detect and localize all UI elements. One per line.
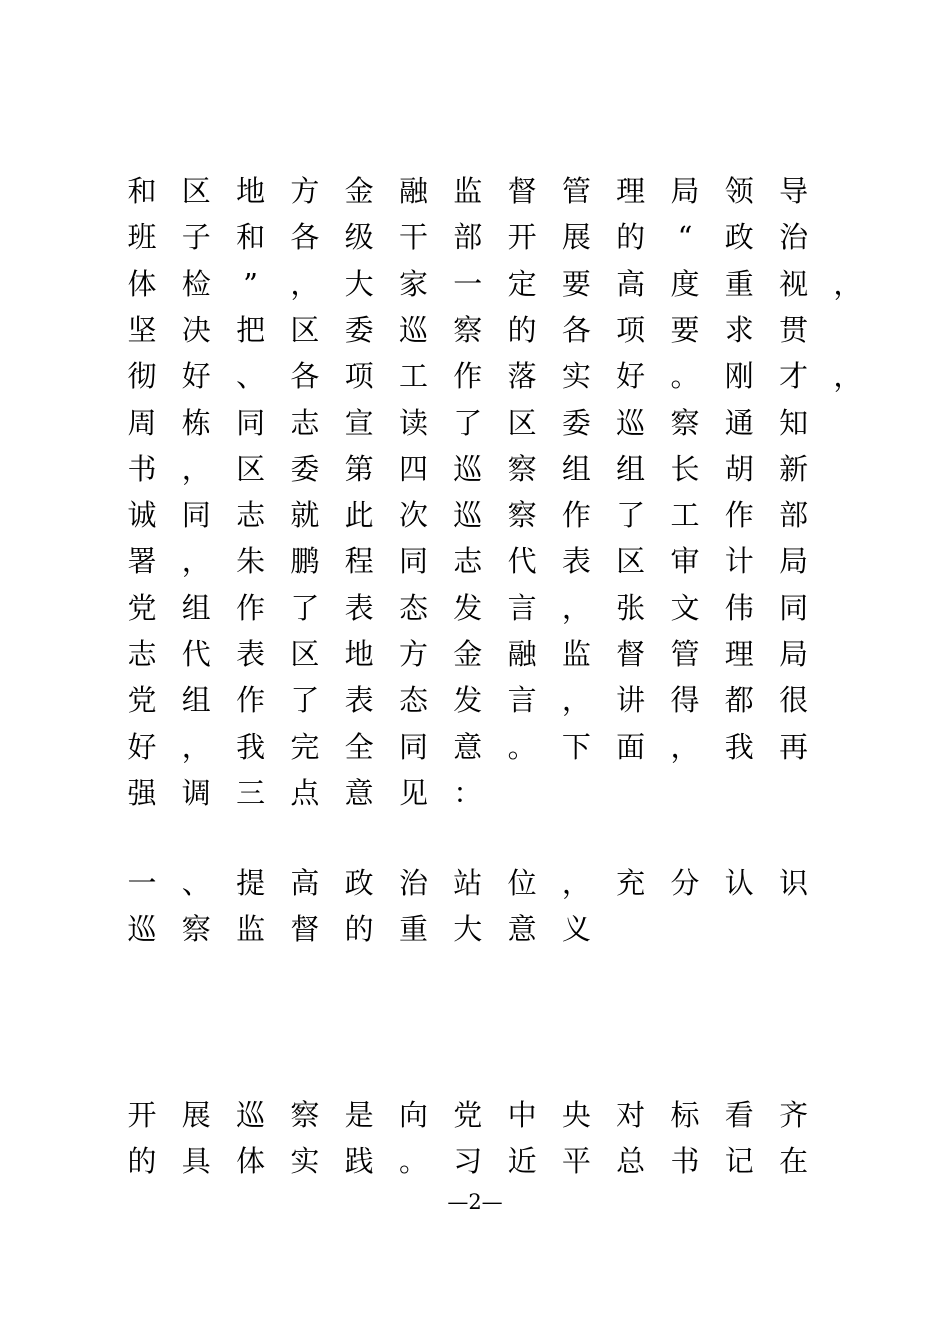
text-char: 志 xyxy=(236,498,266,533)
text-char: 次 xyxy=(398,498,428,533)
text-line xyxy=(124,588,869,628)
text-char: ， xyxy=(181,544,211,579)
text-char: 标 xyxy=(670,1098,700,1132)
text-char: 在 xyxy=(779,1144,809,1179)
text-char: 、 xyxy=(181,866,211,900)
text-char: 级 xyxy=(344,220,374,255)
text-char: 站 xyxy=(453,866,483,900)
text-char: 把 xyxy=(236,312,266,347)
text-char: 。 xyxy=(398,1144,428,1179)
text-char: 了 xyxy=(616,498,646,533)
text-char: 察 xyxy=(181,912,211,947)
text-char: 作 xyxy=(236,683,266,718)
text-char: 部 xyxy=(779,498,809,533)
text-char: 强 xyxy=(127,775,157,810)
text-char: 党 xyxy=(127,590,157,625)
text-char: 方 xyxy=(290,174,320,208)
text-char: 作 xyxy=(236,590,266,625)
text-char: 三 xyxy=(236,775,266,810)
text-char: 全 xyxy=(344,729,374,764)
text-char: 治 xyxy=(779,220,809,255)
text-char: 同 xyxy=(398,544,428,579)
page-number: —2— xyxy=(447,1190,503,1214)
text-char: 金 xyxy=(344,174,374,208)
text-char: 组 xyxy=(181,590,211,625)
text-char: ， xyxy=(181,451,211,486)
text-line xyxy=(124,1095,869,1135)
text-char: 组 xyxy=(616,451,646,486)
text-char: 点 xyxy=(290,775,320,810)
text-char: 志 xyxy=(127,637,157,671)
text-char: 充 xyxy=(616,866,646,900)
text-char: 习 xyxy=(453,1144,483,1179)
text-char: 总 xyxy=(616,1144,646,1179)
text-char: 委 xyxy=(290,451,320,486)
text-char: 作 xyxy=(453,359,483,394)
text-char: 再 xyxy=(779,729,809,764)
text-char: 意 xyxy=(344,775,374,810)
text-char: ， xyxy=(670,729,700,764)
text-char: 此 xyxy=(344,498,374,533)
text-char: 巡 xyxy=(236,1098,266,1132)
text-char: 体 xyxy=(127,266,157,301)
text-line xyxy=(124,909,869,949)
text-char: 读 xyxy=(398,405,428,440)
text-char: 认 xyxy=(724,866,754,900)
text-char: 的 xyxy=(127,1144,157,1179)
text-char: 局 xyxy=(779,544,809,579)
text-char: 领 xyxy=(724,174,754,208)
text-char: 体 xyxy=(236,1144,266,1179)
text-char: 向 xyxy=(398,1098,428,1132)
text-char: 践 xyxy=(344,1144,374,1179)
text-char: 理 xyxy=(616,174,646,208)
text-char: 四 xyxy=(398,451,428,486)
text-line xyxy=(124,264,869,304)
text-char: 实 xyxy=(561,359,591,394)
text-char: 班 xyxy=(127,220,157,255)
text-char: 、 xyxy=(236,359,266,394)
text-char: 都 xyxy=(724,683,754,718)
text-char: 张 xyxy=(616,590,646,625)
text-char: 管 xyxy=(561,174,591,208)
text-char: ” xyxy=(243,266,258,301)
text-char: 党 xyxy=(453,1098,483,1132)
text-char: ： xyxy=(453,775,483,810)
text-char: 政 xyxy=(344,866,374,900)
text-char: 通 xyxy=(724,405,754,440)
text-char: 求 xyxy=(724,312,754,347)
text-char: 计 xyxy=(724,544,754,579)
text-char: 地 xyxy=(236,174,266,208)
text-char: 对 xyxy=(616,1098,646,1132)
text-char: 完 xyxy=(290,729,320,764)
text-char: 言 xyxy=(507,683,537,718)
text-char: 监 xyxy=(561,637,591,671)
text-char: 地 xyxy=(344,637,374,671)
text-char: 一 xyxy=(453,266,483,301)
text-char: 就 xyxy=(290,498,320,533)
text-char: 代 xyxy=(181,637,211,671)
text-char: 视 xyxy=(779,266,809,301)
text-char: 态 xyxy=(398,683,428,718)
text-char: 识 xyxy=(779,866,809,900)
text-char: 分 xyxy=(670,866,700,900)
text-char: 同 xyxy=(236,405,266,440)
text-char: 新 xyxy=(779,451,809,486)
text-char: 意 xyxy=(507,912,537,947)
text-char: 位 xyxy=(507,866,537,900)
text-char: 审 xyxy=(670,544,700,579)
text-char: 了 xyxy=(290,590,320,625)
text-char: 表 xyxy=(344,683,374,718)
text-char: 作 xyxy=(724,498,754,533)
text-char: 开 xyxy=(127,1098,157,1132)
text-char: 得 xyxy=(670,683,700,718)
text-char: 导 xyxy=(779,174,809,208)
text-char: 义 xyxy=(561,912,591,947)
text-char: 我 xyxy=(236,729,266,764)
text-char: 态 xyxy=(398,590,428,625)
text-line xyxy=(124,634,869,674)
text-char: 程 xyxy=(344,544,374,579)
text-char: 好 xyxy=(127,729,157,764)
text-char: 金 xyxy=(453,637,483,671)
text-char: “ xyxy=(677,220,693,255)
text-char: 部 xyxy=(453,220,483,255)
text-char: 工 xyxy=(670,498,700,533)
text-line xyxy=(124,727,869,767)
text-char: 齐 xyxy=(779,1098,809,1132)
text-char: 局 xyxy=(779,637,809,671)
text-char: 言 xyxy=(507,590,537,625)
text-char: 项 xyxy=(344,359,374,394)
text-char: 管 xyxy=(670,637,700,671)
text-char: 书 xyxy=(670,1144,700,1179)
text-line xyxy=(124,310,869,350)
text-char: 委 xyxy=(561,405,591,440)
text-char: 下 xyxy=(561,729,591,764)
text-char: ， xyxy=(561,683,591,718)
text-char: 项 xyxy=(616,312,646,347)
text-char: 融 xyxy=(507,637,537,671)
text-char: 察 xyxy=(507,451,537,486)
text-char: 定 xyxy=(507,266,537,301)
text-char: 具 xyxy=(181,1144,211,1179)
text-char: 的 xyxy=(616,220,646,255)
text-char: 开 xyxy=(507,220,537,255)
text-char: ， xyxy=(833,359,863,394)
text-char: 我 xyxy=(724,729,754,764)
text-char: 区 xyxy=(236,451,266,486)
text-char: 记 xyxy=(724,1144,754,1179)
text-char: 察 xyxy=(290,1098,320,1132)
text-line xyxy=(124,356,869,396)
text-char: 很 xyxy=(779,683,809,718)
text-char: 各 xyxy=(290,359,320,394)
text-char: 同 xyxy=(779,590,809,625)
text-char: 巡 xyxy=(616,405,646,440)
text-char: 区 xyxy=(616,544,646,579)
text-char: 要 xyxy=(670,312,700,347)
text-line xyxy=(124,1141,869,1181)
text-char: 伟 xyxy=(724,590,754,625)
text-char: 代 xyxy=(507,544,537,579)
text-char: 融 xyxy=(398,174,428,208)
text-char: 要 xyxy=(561,266,591,301)
text-char: 家 xyxy=(398,266,428,301)
text-char: 是 xyxy=(344,1098,374,1132)
text-char: 刚 xyxy=(724,359,754,394)
text-line xyxy=(124,171,869,211)
text-char: ， xyxy=(181,729,211,764)
text-char: 志 xyxy=(453,544,483,579)
text-char: 监 xyxy=(236,912,266,947)
text-char: 了 xyxy=(453,405,483,440)
text-char: 表 xyxy=(344,590,374,625)
text-char: 决 xyxy=(181,312,211,347)
text-char: 同 xyxy=(398,729,428,764)
text-char: 区 xyxy=(290,637,320,671)
text-char: 中 xyxy=(507,1098,537,1132)
text-char: 诚 xyxy=(127,498,157,533)
text-char: 党 xyxy=(127,683,157,718)
text-char: 面 xyxy=(616,729,646,764)
text-char: 政 xyxy=(724,220,754,255)
text-char: ， xyxy=(833,266,863,301)
text-char: 的 xyxy=(344,912,374,947)
text-char: 意 xyxy=(453,729,483,764)
text-char: 和 xyxy=(127,174,157,208)
text-char: 组 xyxy=(181,683,211,718)
text-char: 重 xyxy=(724,266,754,301)
text-char: 胡 xyxy=(724,451,754,486)
text-char: 了 xyxy=(290,683,320,718)
text-char: 高 xyxy=(616,266,646,301)
text-char: 提 xyxy=(236,866,266,900)
text-char: 重 xyxy=(398,912,428,947)
text-char: 近 xyxy=(507,1144,537,1179)
text-char: 各 xyxy=(290,220,320,255)
text-char: 彻 xyxy=(127,359,157,394)
text-char: 长 xyxy=(670,451,700,486)
text-char: 度 xyxy=(670,266,700,301)
text-char: 栋 xyxy=(181,405,211,440)
text-line xyxy=(124,449,869,489)
text-char: 的 xyxy=(507,312,537,347)
text-char: 展 xyxy=(561,220,591,255)
text-char: 子 xyxy=(181,220,211,255)
text-char: 巡 xyxy=(127,912,157,947)
text-char: 宣 xyxy=(344,405,374,440)
text-char: 督 xyxy=(616,637,646,671)
text-char: 文 xyxy=(670,590,700,625)
text-char: 理 xyxy=(724,637,754,671)
text-char: 监 xyxy=(453,174,483,208)
text-line xyxy=(124,863,869,903)
text-char: 表 xyxy=(561,544,591,579)
text-char: 高 xyxy=(290,866,320,900)
text-char: 一 xyxy=(127,866,157,900)
text-char: 和 xyxy=(236,220,266,255)
text-char: 检 xyxy=(181,266,211,301)
text-char: 巡 xyxy=(398,312,428,347)
text-char: 好 xyxy=(616,359,646,394)
text-char: 。 xyxy=(507,729,537,764)
text-char: 督 xyxy=(507,174,537,208)
text-char: 区 xyxy=(290,312,320,347)
text-char: 发 xyxy=(453,683,483,718)
text-char: ， xyxy=(561,590,591,625)
text-char: 组 xyxy=(561,451,591,486)
text-char: 朱 xyxy=(236,544,266,579)
text-char: 各 xyxy=(561,312,591,347)
text-char: 。 xyxy=(670,359,700,394)
text-char: 区 xyxy=(507,405,537,440)
text-char: 央 xyxy=(561,1098,591,1132)
text-char: 平 xyxy=(561,1144,591,1179)
text-char: 知 xyxy=(779,405,809,440)
text-char: 干 xyxy=(398,220,428,255)
text-char: 巡 xyxy=(453,451,483,486)
text-char: 委 xyxy=(344,312,374,347)
text-char: 察 xyxy=(507,498,537,533)
text-char: 大 xyxy=(453,912,483,947)
text-char: 书 xyxy=(127,451,157,486)
text-char: 工 xyxy=(398,359,428,394)
text-char: 同 xyxy=(181,498,211,533)
text-char: 第 xyxy=(344,451,374,486)
text-char: 察 xyxy=(453,312,483,347)
text-char: 才 xyxy=(779,359,809,394)
text-char: ， xyxy=(290,266,320,301)
text-line xyxy=(124,680,869,720)
text-char: 方 xyxy=(398,637,428,671)
text-char: 贯 xyxy=(779,312,809,347)
text-char: 坚 xyxy=(127,312,157,347)
text-char: 讲 xyxy=(616,683,646,718)
text-char: 周 xyxy=(127,405,157,440)
text-char: 作 xyxy=(561,498,591,533)
text-char: 巡 xyxy=(453,498,483,533)
text-char: 察 xyxy=(670,405,700,440)
text-char: 督 xyxy=(290,912,320,947)
text-char: 局 xyxy=(670,174,700,208)
text-char: 落 xyxy=(507,359,537,394)
text-line xyxy=(124,217,869,257)
text-line xyxy=(124,495,869,535)
text-char: 好 xyxy=(181,359,211,394)
text-char: 治 xyxy=(398,866,428,900)
text-line xyxy=(124,403,869,443)
text-char: 看 xyxy=(724,1098,754,1132)
text-char: 鹏 xyxy=(290,544,320,579)
text-line xyxy=(124,541,869,581)
text-char: 署 xyxy=(127,544,157,579)
text-char: 实 xyxy=(290,1144,320,1179)
text-char: 表 xyxy=(236,637,266,671)
text-char: 大 xyxy=(344,266,374,301)
text-char: 见 xyxy=(398,775,428,810)
text-char: 发 xyxy=(453,590,483,625)
text-char: 区 xyxy=(181,174,211,208)
text-char: 展 xyxy=(181,1098,211,1132)
text-line xyxy=(124,773,869,813)
text-char: 调 xyxy=(181,775,211,810)
text-char: ， xyxy=(561,866,591,900)
text-char: 志 xyxy=(290,405,320,440)
